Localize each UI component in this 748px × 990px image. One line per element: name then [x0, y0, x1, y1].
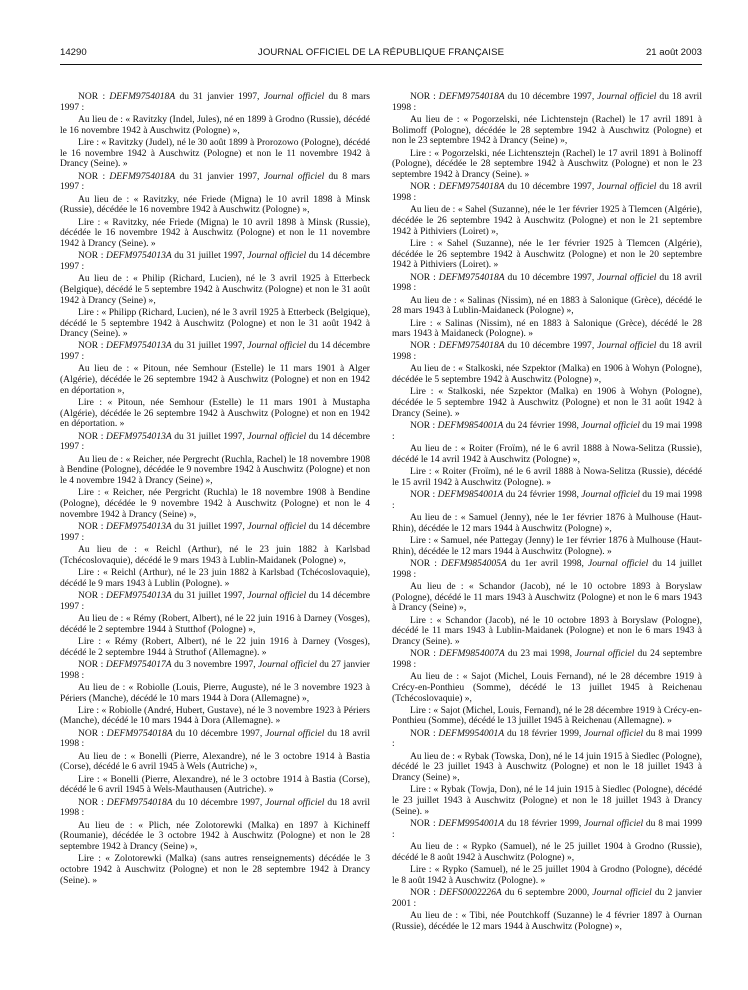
nor-prefix: NOR :	[78, 250, 106, 262]
journal-officiel-label: Journal officiel	[247, 430, 307, 442]
jo-date: du 14 décembre 1997 :	[60, 250, 370, 272]
nor-prefix: NOR :	[410, 818, 439, 830]
nor-reference	[392, 273, 702, 294]
nor-code: DEFM9754018A	[438, 340, 505, 352]
page-header	[60, 44, 702, 60]
correction-replacement: Lire : « Reichl (Arthur), né le 23 juin 1882 à Karlsbad (Tchécoslovaquie), décédé le 9 mars 1943 à Lublin (Pologne). »	[60, 566, 370, 589]
nor-date: du 10 décembre 1997,	[504, 181, 598, 193]
correction-replacement: Lire : « Robiolle (André, Hubert, Gustave), né le 3 novembre 1923 à Périers (Manche), décédé le 10 mars 1944 à Dora (Allemagne). »	[60, 704, 370, 727]
nor-date: du 10 décembre 1997,	[504, 271, 598, 283]
nor-code: DEFM9754018A	[438, 271, 505, 283]
correction-replacement: Lire : « Rybak (Towja, Don), né le 14 juin 1915 à Siedlec (Pologne), décédé le 23 juillet 1943 à Auschwitz (Pologne) et non le 18 juillet 1943 à Drancy (Seine). »	[392, 784, 702, 817]
nor-code: DEFM9854005A	[441, 557, 507, 569]
journal-officiel-label: Journal officiel	[597, 271, 657, 283]
journal-officiel-label: Journal officiel	[588, 557, 649, 569]
nor-code: DEFM9954001A	[438, 727, 505, 739]
nor-reference	[392, 341, 702, 362]
nor-prefix: NOR :	[78, 589, 106, 601]
nor-reference	[60, 591, 370, 612]
jo-date: du 14 décembre 1997 :	[60, 589, 370, 612]
jo-date: du 14 juillet 1998 :	[392, 557, 702, 580]
nor-code: DEFS0002226A	[439, 886, 502, 898]
jo-date: du 18 avril 1998 :	[392, 271, 702, 294]
nor-date: du 31 janvier 1997,	[175, 170, 264, 182]
nor-date: du 24 février 1998,	[503, 488, 582, 500]
nor-prefix: NOR :	[410, 488, 438, 500]
nor-date: du 6 septembre 2000,	[501, 886, 593, 898]
nor-date: du 10 décembre 1997,	[172, 727, 266, 739]
nor-code: DEFM9854007A	[438, 648, 505, 660]
nor-reference	[60, 92, 370, 113]
nor-date: du 10 décembre 1997,	[504, 92, 598, 102]
jo-date: du 8 mars 1997 :	[60, 92, 370, 113]
nor-reference	[392, 819, 702, 840]
nor-prefix: NOR :	[78, 796, 107, 808]
nor-prefix: NOR :	[78, 92, 110, 102]
correction-replacement: Lire : « Ravitzky, née Friede (Migna) le 10 avril 1898 à Minsk (Russie), décédée le 16 novembre 1942 à Auschwitz (Pologne) et non le 11 novembre 1942 à Drancy (Seine). »	[60, 216, 370, 249]
nor-prefix: NOR :	[410, 340, 439, 352]
nor-date: du 31 juillet 1997,	[171, 340, 248, 352]
correction-original: Au lieu de : « Reichl (Arthur), né le 23 juin 1882 à Karlsbad (Tchécoslovaquie), décédé le 9 mars 1943 à Lublin-Maidanek (Pologne) »,	[60, 544, 370, 566]
nor-prefix: NOR :	[410, 886, 440, 898]
journal-officiel-label: Journal officiel	[597, 340, 657, 352]
nor-prefix: NOR :	[410, 727, 439, 739]
nor-code: DEFM9754013A	[105, 589, 172, 601]
correction-replacement: Lire : « Zolotorewki (Malka) (sans autres renseignements) décédée le 3 octobre 1942 à Auschwitz (Pologne) et non le 28 septembre 1942 à Drancy (Seine). »	[60, 853, 370, 886]
nor-reference	[392, 649, 702, 670]
correction-replacement: Lire : « Roiter (Froïm), né le 6 avril 1888 à Nowa-Selitza (Russie), décédé le 15 avril 1942 à Auschwitz (Pologne). »	[392, 466, 702, 488]
jo-date: du 18 avril 1998 :	[392, 181, 702, 203]
nor-reference	[392, 888, 702, 909]
journal-officiel-label: Journal officiel	[575, 648, 635, 660]
journal-officiel-label: Journal officiel	[247, 340, 307, 352]
correction-original: Au lieu de : « Philip (Richard, Lucien), né le 3 avril 1925 à Etterbeck (Belgique), décédé le 5 septembre 1942 à Auschwitz (Pologne) et non le 31 août 1942 à Drancy (Seine) »,	[60, 273, 370, 306]
journal-officiel-label: Journal officiel	[265, 796, 325, 808]
nor-reference	[60, 798, 370, 819]
nor-prefix: NOR :	[78, 727, 107, 739]
nor-date: du 24 février 1998,	[503, 420, 582, 432]
header-rule	[60, 64, 702, 65]
jo-date: du 14 décembre 1997 :	[60, 521, 370, 543]
correction-original: Au lieu de : « Plich, née Zolotorewki (Malka) en 1897 à Kichineff (Roumanie), décédée le 3 octobre 1942 à Auschwitz (Pologne) et non le 28 septembre 1942 à Drancy (Seine) »,	[60, 819, 370, 852]
correction-original: Au lieu de : « Rypko (Samuel), né le 25 juillet 1904 à Grodno (Russie), décédé le 8 août 1942 à Auschwitz (Pologne) »,	[392, 841, 702, 863]
correction-replacement: Lire : « Reicher, née Pergricht (Ruchla) le 18 novembre 1908 à Bendine (Pologne), décédée le 9 novembre 1942 à Auschwitz (Pologne) et non le 4 novembre 1942 à Drancy (Seine) »,	[60, 487, 370, 520]
nor-reference	[392, 182, 702, 203]
correction-original: Au lieu de : « Ravitzky, née Friede (Migna) le 10 avril 1898 à Minsk (Russie), décédée le 16 novembre 1942 à Auschwitz (Pologne) »,	[60, 193, 370, 216]
jo-date: du 14 décembre 1997 :	[60, 340, 370, 363]
nor-date: du 31 juillet 1997,	[171, 521, 248, 533]
correction-original: Au lieu de : « Ravitzky (Indel, Jules), né en 1899 à Grodno (Russie), décédé le 16 novembre 1942 à Auschwitz (Pologne) »,	[60, 113, 370, 136]
correction-replacement: Lire : « Ravitzky (Judel), né le 30 août 1899 à Prorozowo (Pologne), décédé le 16 novembre 1942 à Auschwitz (Pologne) et non le 11 novembre 1942 à Drancy (Seine). »	[60, 136, 370, 170]
nor-reference	[392, 729, 702, 750]
correction-replacement: Lire : « Stalkoski, née Szpektor (Malka) en 1906 à Wohyn (Pologne), décédée le 5 septembre 1942 à Auschwitz (Pologne) et non le 31 août 1942 à Drancy (Seine). »	[392, 386, 702, 419]
nor-code: DEFM9854001A	[437, 420, 504, 432]
correction-original: Au lieu de : « Pitoun, née Semhour (Estelle) le 11 mars 1901 à Alger (Algérie), décédée le 26 septembre 1942 à Auschwitz (Pologne) et non en 1942 en déportation »,	[60, 363, 370, 396]
nor-prefix: NOR :	[410, 92, 439, 102]
nor-reference	[392, 421, 702, 442]
correction-replacement: Lire : « Salinas (Nissim), né en 1883 à Salonique (Grèce), décédé le 28 mars 1943 à Maidaneck (Pologne). »	[392, 317, 702, 340]
nor-reference	[392, 559, 702, 580]
nor-code: DEFM9754013A	[105, 250, 172, 262]
correction-original: Au lieu de : « Rybak (Towska, Don), né le 14 juin 1915 à Siedlec (Pologne), décédé le 23 juillet 1943 à Auschwitz (Pologne) et non le 18 juillet 1943 à Drancy (Seine) »,	[392, 750, 702, 784]
nor-date: du 10 décembre 1997,	[172, 796, 266, 808]
nor-prefix: NOR :	[78, 658, 106, 670]
correction-replacement: Lire : « Schandor (Jacob), né le 10 octobre 1893 à Boryslaw (Pologne), décédé le 11 mars 1943 à Lublin-Maidanek (Pologne) et non le 6 mars 1943 à Drancy (Seine). »	[392, 614, 702, 647]
journal-officiel-label: Journal officiel	[258, 658, 317, 670]
nor-date: du 23 mai 1998,	[504, 648, 576, 660]
correction-replacement: Lire : « Rémy (Robert, Albert), né le 22 juin 1916 à Darney (Vosges), décédé le 2 septembre 1944 à Struthof (Allemagne). »	[60, 635, 370, 658]
correction-replacement: Lire : « Sahel (Suzanne), née le 1er février 1925 à Tlemcen (Algérie), décédée le 26 septembre 1942 à Auschwitz (Pologne) et non le 20 septembre 1942 à Pithiviers (Loiret). »	[392, 237, 702, 271]
jo-date: du 18 avril 1998 :	[60, 727, 370, 750]
nor-code: DEFM9754013A	[105, 340, 172, 352]
correction-replacement: Lire : « Pitoun, née Semhour (Estelle) le 11 mars 1901 à Mustapha (Algérie), décédée le 26 septembre 1942 à Auschwitz (Pologne) et non en 1942 en déportation. »	[60, 397, 370, 430]
nor-reference	[60, 251, 370, 272]
nor-prefix: NOR :	[78, 430, 106, 442]
correction-replacement: Lire : « Philipp (Richard, Lucien), né le 3 avril 1925 à Etterbeck (Belgique), décédé le 5 septembre 1942 à Auschwitz (Pologne) et non le 31 août 1942 à Drancy (Seine). »	[60, 306, 370, 340]
nor-code: DEFM9754017A	[105, 658, 172, 670]
nor-code: DEFM9754013A	[105, 430, 172, 442]
issue-date: 21 août 2003	[645, 47, 702, 58]
nor-code: DEFM9754018A	[438, 181, 505, 193]
journal-officiel-label: Journal officiel	[581, 420, 640, 432]
nor-date: du 1er avril 1998,	[506, 557, 588, 569]
journal-officiel-label: Journal officiel	[247, 250, 307, 262]
journal-officiel-label: Journal officiel	[263, 170, 325, 182]
nor-date: du 31 juillet 1997,	[171, 250, 248, 262]
nor-code: DEFM9954001A	[438, 818, 505, 830]
correction-replacement: Lire : « Rypko (Samuel), né le 25 juillet 1904 à Grodno (Pologne), décédé le 8 août 1942 à Auschwitz (Pologne). »	[392, 863, 702, 886]
nor-prefix: NOR :	[78, 521, 106, 533]
nor-date: du 31 juillet 1997,	[171, 589, 248, 601]
correction-replacement: Lire : « Samuel, née Pattegay (Jenny) le 1er février 1876 à Mulhouse (Haut-Rhin), décédée le 12 mars 1944 à Auschwitz (Pologne). »	[392, 534, 702, 557]
column-right	[392, 92, 702, 972]
nor-date: du 3 novembre 1997,	[171, 658, 259, 670]
nor-code: DEFM9754018A	[106, 796, 173, 808]
journal-officiel-label: Journal officiel	[597, 181, 657, 193]
page-number: 14290	[60, 47, 87, 58]
correction-original: Au lieu de : « Rémy (Robert, Albert), né le 22 juin 1916 à Darney (Vosges), décédé le 2 septembre 1944 à Stutthof (Pologne) »,	[60, 612, 370, 635]
journal-officiel-label: Journal officiel	[592, 886, 652, 898]
nor-code: DEFM9754018A	[109, 92, 176, 102]
journal-officiel-label: Journal officiel	[265, 727, 325, 739]
nor-reference	[60, 522, 370, 543]
nor-date: du 18 février 1999,	[504, 818, 585, 830]
correction-original: Au lieu de : « Pogorzelski, née Lichtenstejn (Rachel) le 17 avril 1891 à Bolimoff (Pologne), décédée le 28 septembre 1942 à Auschwitz (Pologne) et non le 23 septembre 1942 à Drancy (Seine) »,	[392, 113, 702, 147]
correction-original: Au lieu de : « Tibi, née Poutchkoff (Suzanne) le 4 février 1897 à Ournan (Russie), décédée le 12 mars 1944 à Auschwitz (Pologne) »,	[392, 909, 702, 932]
nor-code: DEFM9754013A	[105, 521, 172, 533]
nor-reference	[60, 660, 370, 681]
jo-date: du 19 mai 1998 :	[392, 488, 702, 511]
nor-reference	[60, 729, 370, 750]
nor-date: du 31 janvier 1997,	[175, 92, 264, 102]
journal-officiel-label: Journal officiel	[581, 488, 640, 500]
journal-officiel-label: Journal officiel	[263, 92, 325, 102]
nor-prefix: NOR :	[410, 648, 439, 660]
nor-date: du 10 décembre 1997,	[504, 340, 598, 352]
correction-original: Au lieu de : « Schandor (Jacob), né le 10 octobre 1893 à Boryslaw (Pologne), décédé le 11 mars 1943 à Auschwitz (Pologne) et non le 6 mars 1943 à Drancy (Seine) »,	[392, 580, 702, 614]
nor-date: du 18 février 1999,	[504, 727, 585, 739]
correction-original: Au lieu de : « Roiter (Froïm), né le 6 avril 1888 à Nowa-Selitza (Russie), décédé le 14 avril 1942 à Auschwitz (Pologne) »,	[392, 443, 702, 465]
nor-date: du 31 juillet 1997,	[171, 430, 248, 442]
nor-code: DEFM9754018A	[109, 170, 176, 182]
jo-date: du 2 janvier 2001 :	[392, 886, 702, 909]
journal-officiel-label: Journal officiel	[247, 521, 307, 533]
correction-original: Au lieu de : « Sajot (Michel, Louis Fernand), né le 28 décembre 1919 à Crécy-en-Ponthieu (Somme), décédé le 13 juillet 1945 à Reichenau (Tchécoslovaquie) »,	[392, 671, 702, 704]
journal-officiel-label: Journal officiel	[247, 589, 307, 601]
correction-original: Au lieu de : « Robiolle (Louis, Pierre, Auguste), né le 3 novembre 1923 à Périers (Manche), décédé le 10 mars 1944 à Dora (Allemagne) »,	[60, 681, 370, 704]
jo-date: du 19 mai 1998 :	[392, 420, 702, 442]
nor-prefix: NOR :	[78, 340, 106, 352]
nor-reference	[60, 432, 370, 453]
journal-officiel-label: Journal officiel	[584, 727, 644, 739]
correction-original: Au lieu de : « Sahel (Suzanne), née le 1er février 1925 à Tlemcen (Algérie), décédée le 26 septembre 1942 à Auschwitz (Pologne) et non le 21 septembre 1942 à Pithiviers (Loiret) »,	[392, 204, 702, 237]
nor-code: DEFM9854001A	[437, 488, 504, 500]
nor-code: DEFM9754018A	[438, 92, 505, 102]
correction-original: Au lieu de : « Reicher, née Pergrecht (Ruchla, Rachel) le 18 novembre 1908 à Bendine (Pologne), décédée le 9 novembre 1942 à Auschwitz (Pologne) et non le 4 novembre 1942 à Drancy (Seine) »,	[60, 453, 370, 487]
nor-reference	[392, 490, 702, 511]
nor-prefix: NOR :	[410, 181, 439, 193]
jo-date: du 8 mai 1999 :	[392, 727, 702, 750]
correction-original: Au lieu de : « Salinas (Nissim), né en 1883 à Salonique (Grèce), décédé le 28 mars 1943 à Lublin-Maidaneck (Pologne) »,	[392, 294, 702, 317]
jo-date: du 24 septembre 1998 :	[392, 648, 702, 670]
journal-title: JOURNAL OFFICIEL DE LA RÉPUBLIQUE FRANÇAISE	[257, 47, 505, 58]
nor-reference	[392, 92, 702, 113]
jo-date: du 18 avril 1998 :	[392, 92, 702, 113]
correction-replacement: Lire : « Sajot (Michel, Louis, Fernand), né le 28 décembre 1919 à Crécy-en-Ponthieu (Somme), décédé le 13 juillet 1945 à Reichenau (Allemagne). »	[392, 704, 702, 727]
nor-code: DEFM9754018A	[106, 727, 173, 739]
jo-date: du 18 avril 1998 :	[60, 796, 370, 819]
journal-officiel-label: Journal officiel	[584, 818, 644, 830]
nor-reference	[60, 172, 370, 193]
nor-prefix: NOR :	[410, 557, 442, 569]
nor-prefix: NOR :	[78, 170, 110, 182]
jo-date: du 14 décembre 1997 :	[60, 430, 370, 453]
jo-date: du 27 janvier 1998 :	[60, 658, 370, 681]
nor-reference	[60, 341, 370, 362]
jo-date: du 8 mars 1997 :	[60, 170, 370, 193]
correction-original: Au lieu de : « Samuel (Jenny), née le 1er février 1876 à Mulhouse (Haut-Rhin), décédée le 12 mars 1944 à Auschwitz (Pologne) »,	[392, 511, 702, 534]
jo-date: du 18 avril 1998 :	[392, 340, 702, 363]
column-left	[60, 92, 370, 972]
correction-replacement: Lire : « Pogorzelski, née Lichtensztejn (Rachel) le 17 avril 1891 à Bolinoff (Pologne), décédée le 28 septembre 1942 à Auschwitz (Pologne) et non le 23 septembre 1942 à Drancy (Seine). »	[392, 147, 702, 180]
journal-officiel-label: Journal officiel	[597, 92, 657, 102]
correction-original: Au lieu de : « Bonelli (Pierre, Alexandre), né le 3 octobre 1914 à Bastia (Corse), décédé le 6 avril 1945 à Wels (Autriche) »,	[60, 750, 370, 773]
nor-prefix: NOR :	[410, 420, 438, 432]
correction-replacement: Lire : « Bonelli (Pierre, Alexandre), né le 3 octobre 1914 à Bastia (Corse), décédé le 6 avril 1945 à Wels-Mauthausen (Autriche). »	[60, 773, 370, 796]
correction-original: Au lieu de : « Stalkoski, née Szpektor (Malka) en 1906 à Wohyn (Pologne), décédée le 5 septembre 1942 à Auschwitz (Pologne) »,	[392, 363, 702, 386]
jo-date: du 8 mai 1999 :	[392, 818, 702, 840]
nor-prefix: NOR :	[410, 271, 439, 283]
